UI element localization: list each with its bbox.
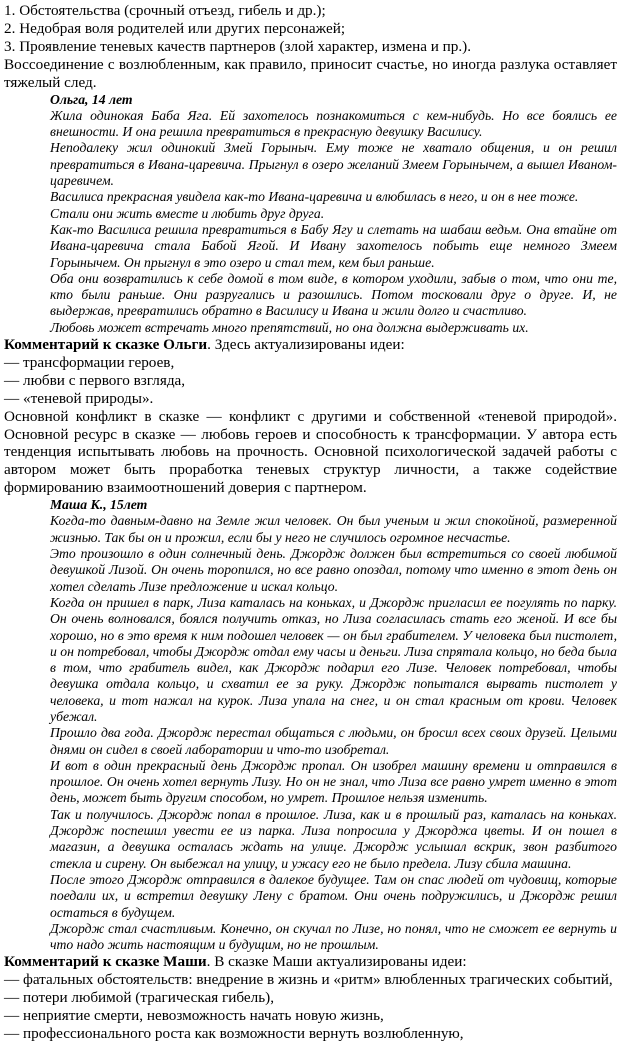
comment-idea-item: — любви с первого взгляда, [4, 371, 186, 389]
story-masha [50, 497, 617, 953]
comment-idea-item: — фатальных обстоятельств: внедрение в жизнь и «ритм» влюбленных трагических событий, [4, 971, 613, 989]
intro-paragraph: Воссоединение с возлюбленным, как правило, приносит счастье, но иногда разлука оставляет тяжелый след. [4, 55, 617, 91]
comment-idea-item: — «теневой природы». [4, 389, 154, 407]
intro-item-3: 3. Проявление теневых качеств партнеров (злой характер, измена и пр.). [4, 37, 472, 55]
story-paragraph: Любовь может встречать много препятствий, но она должна выдерживать их. [50, 319, 529, 335]
intro-item-1: 1. Обстоятельства (срочный отъезд, гибель и др.); [4, 2, 326, 19]
comment-masha-heading: Комментарий к сказке Маши [4, 953, 207, 971]
comment-olga-paragraph: Основной конфликт в сказке — конфликт с другими и собственной «теневой природой». Основной ресурс в сказке — любовь героев и способность к трансформации. У автора есть тенденция испытывать любовь на прочность. Основной психологической задачей работы с автором может быть проработка теневых структур личности, а также содействие формированию взаимоотношений доверия с партнером. [4, 407, 617, 497]
story-paragraph: Неподалеку жил одинокий Змей Горыныч. Ему тоже не хватало общения, и он решил превратиться в Ивана-царевича. Прыгнул в озеро желаний Змеем Горынычем, а вышел Иваном-царевичем. [50, 140, 617, 189]
comment-idea-item: — трансформации героев, [4, 353, 175, 371]
comment-idea-item: — профессионального роста как возможности вернуть возлюбленную, [4, 1025, 464, 1043]
comment-olga [4, 336, 617, 497]
story-paragraph: Прошло два года. Джордж перестал общаться с людьми, он бросил всех своих друзей. Целыми днями он сидел в своей лаборатории и что-то изобретал. [50, 725, 617, 757]
story-olga [50, 92, 617, 336]
story-paragraph: Жила одинокая Баба Яга. Ей захотелось познакомиться с кем-нибудь. Но все боялись ее внешности. И она решила превратиться в прекрасную девушку Василису. [50, 107, 617, 140]
comment-masha-lead: . В сказке Маши актуализированы идеи: [206, 953, 467, 971]
comment-olga-intro [4, 336, 617, 354]
story-paragraph: После этого Джордж отправился в далекое будущее. Там он спас людей от чудовищ, которые поедали их, и встретил девушку Лену с братом. Они очень подружились, и Джордж решил остаться в будущем. [50, 871, 617, 920]
story-paragraph: Стали они жить вместе и любить друг друга. [50, 205, 325, 221]
comment-idea-item: — неприятие смерти, невозможность начать новую жизнь, [4, 1007, 384, 1025]
comment-masha-intro [4, 953, 617, 971]
comment-olga-lead: . Здесь актуализированы идеи: [207, 335, 405, 353]
comment-olga-heading: Комментарий к сказке Ольги [4, 335, 208, 353]
story-paragraph: Когда-то давным-давно на Земле жил человек. Он был ученым и жил спокойной, размеренной жизнью. Так бы он и прожил, если бы у него не случилось огромное несчастье. [50, 513, 617, 545]
intro-section [4, 2, 617, 92]
comment-idea-item: — потери любимой (трагическая гибель), [4, 989, 275, 1007]
comment-masha [4, 953, 617, 1043]
story-paragraph: Это произошло в один солнечный день. Джордж должен был встретиться со своей любимой девушкой Лизой. Он очень торопился, но все равно опоздал, потому что именно в этот день он хотел сделать Лизе предложение и искал кольцо. [50, 546, 617, 594]
story-paragraph: Как-то Василиса решила превратиться в Бабу Ягу и слетать на шабаш ведьм. Она втайне от Ивана-царевича стала Бабой Ягой. И Ивану захотелось побыть еще немного Змеем Горынычем. Он прыгнул в это озеро и стал тем, кем был раньше. [50, 221, 617, 270]
intro-item-2: 2. Недобрая воля родителей или других персонажей; [4, 19, 346, 37]
story-olga-title: Ольга, 14 лет [50, 91, 133, 107]
story-paragraph: И вот в один прекрасный день Джордж пропал. Он изобрел машину времени и отправился в прошлое. Он очень хотел вернуть Лизу. Но он не знал, что Лиза все равно умрет именно в этот день, может быть другим способом, но умрет. Прошлое нельзя изменить. [50, 757, 617, 806]
story-paragraph: Так и получилось. Джордж попал в прошлое. Лиза, как и в прошлый раз, каталась на коньках. Джордж поспешил увести ее из парка. Лиза попросила у Джорджа цветы. И он пошел в магазин, а девушка осталась ждать на улице. Джордж услышал вскрик, звон разбитого стекла и сирену. Он выбежал на улицу, и ужасу его не было предела. Лизу сбила машина. [50, 806, 617, 871]
story-paragraph: Василиса прекрасная увидела как-то Ивана-царевича и влюбилась в него, и он в нее тоже. [50, 189, 579, 205]
story-paragraph: Оба они возвратились к себе домой в том виде, в котором уходили, забыв о том, что они те, кто были раньше. Они разругались и разошлись. Потом тосковали друг о друге. И, не выдержав, превратились обратно в Василису и Ивана и жили долго и счастливо. [50, 270, 617, 319]
story-paragraph: Когда он пришел в парк, Лиза каталась на коньках, и Джордж пригласил ее погулять по парку. Он очень волновался, боялся получить отказ, но Лиза согласилась стать его женой. И все бы хорошо, но в это время к ним подошел человек — он был грабителем. У человека был пистолет, и он потребовал, чтобы Джордж отдал ему часы и деньги. Лиза спрятала кольцо, но беда была в том, что грабитель видел, как Джордж подарил его Лизе. Человек потребовал, чтобы девушка отдала кольцо, и схватил ее за руку. Джордж попытался вырвать пистолет у человека, и тот нажал на курок. Лиза упала на снег, и он стал красным от крови. Человек убежал. [50, 594, 617, 724]
story-paragraph: Джордж стал счастливым. Конечно, он скучал по Лизе, но понял, что не сможет ее вернуть и что надо жить настоящим и будущим, но не прошлым. [50, 920, 617, 953]
story-masha-title: Маша К., 15лет [50, 497, 148, 513]
